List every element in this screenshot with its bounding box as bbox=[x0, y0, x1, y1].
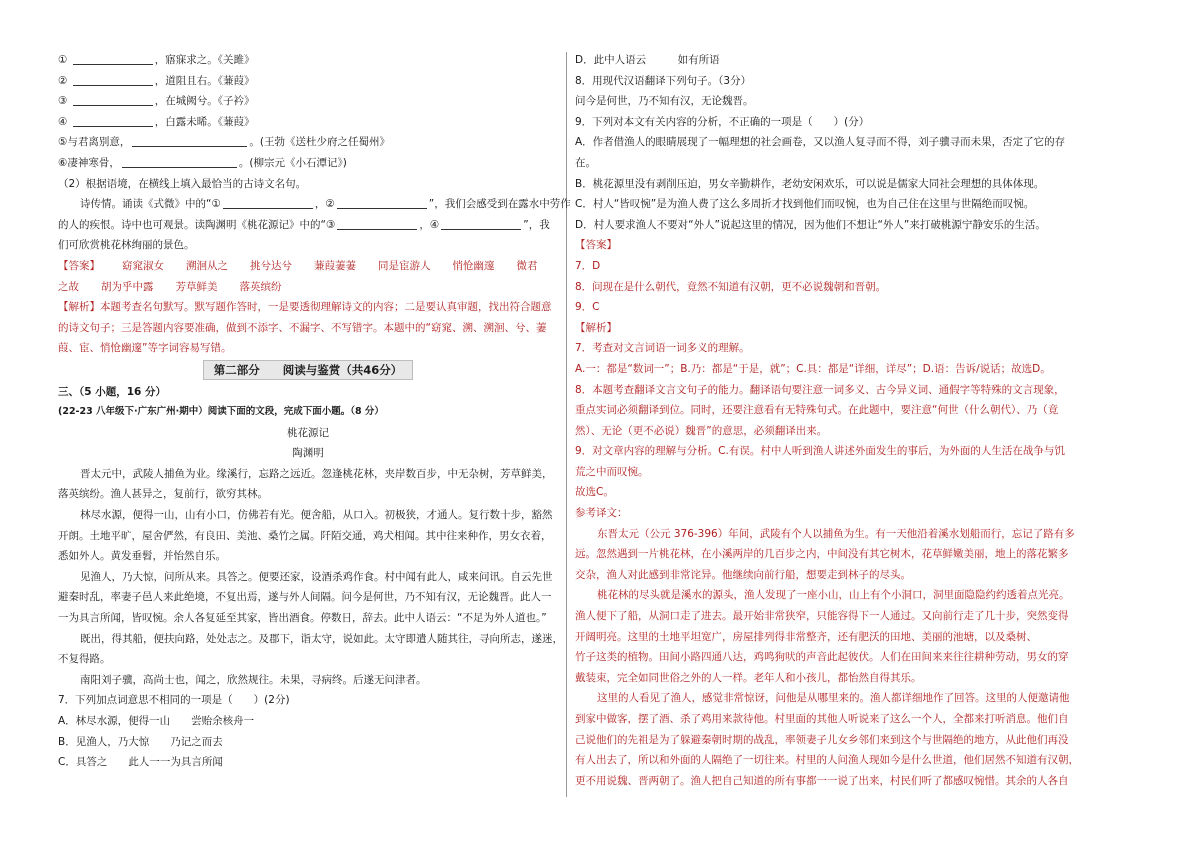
answer-9: 9．C bbox=[575, 301, 600, 314]
translation-line: 到家中做客，摆了酒、杀了鸡用来款待他。村里面的其他人听说来了这么一个人，全都来打听消息。他们自 bbox=[575, 713, 1069, 725]
section-heading-wrap bbox=[58, 359, 558, 382]
answer-row: 【答案】 窈窕淑女 溯洄从之 挑兮达兮 蒹葭萋萋 同是宦游人 悄怆幽邃 微君 bbox=[58, 259, 538, 272]
analysis-text: 9．对文章内容的理解与分析。C.有误。村中人听到渔人讲述外面发生的事后，为外面的人生活在战争与饥 bbox=[575, 445, 1065, 458]
translation-line: 己说他们的先祖是为了躲避秦朝时期的战乱，率领妻子儿女乡邻们来到这个与世隔绝的地方，从此他们再没 bbox=[575, 733, 1069, 746]
question-7: 7．下列加点词意思不相同的一项是（ ）(2分) bbox=[58, 694, 290, 707]
translation-line: 交杂，渔人对此感到非常诧异。他继续向前行船，想要走到林子的尽头。 bbox=[575, 568, 911, 581]
question-9-option: 在。 bbox=[575, 156, 596, 169]
analysis-text: 荒之中而叹惋。 bbox=[575, 465, 649, 478]
reference-label: 参考译文： bbox=[575, 507, 628, 520]
analysis-label: 【解析】 bbox=[575, 321, 617, 334]
question-7-option: A．林尽水源，便得一山 尝贻余核舟一 bbox=[58, 715, 255, 727]
essay-author: 陶渊明 bbox=[292, 447, 324, 460]
translation-line: 这里的人看见了渔人，感觉非常惊讶，问他是从哪里来的。渔人都详细地作了回答。这里的人便邀请他 bbox=[597, 692, 1070, 705]
essay-title: 桃花源记 bbox=[287, 426, 329, 439]
fill-item: ④ ，白露未晞。《蒹葭》 bbox=[58, 115, 255, 128]
translation-line: 东晋太元（公元 376-396）年间，武陵有个人以捕鱼为生。有一天他沿着溪水划船而行，忘记了路有多 bbox=[597, 527, 1075, 540]
fill-item: ② ，道阻且右。《蒹葭》 bbox=[58, 74, 255, 87]
question-9-option: A．作者借渔人的眼睛展现了一幅理想的社会画卷，又以渔人复寻而不得，刘子骥寻而未果，否定了它的存 bbox=[575, 136, 1066, 149]
question-source: (22-23 八年级下·广东广州·期中）阅读下面的文段，完成下面小题。（8 分） bbox=[58, 406, 384, 418]
left-column bbox=[58, 50, 571, 773]
essay-line: 见渔人，乃大惊，问所从来。具答之。便要还家，设酒杀鸡作食。村中闻有此人，咸来问讯。自云先世 bbox=[80, 570, 553, 583]
essay-line: 避秦时乱，率妻子邑人来此绝境，不复出焉，遂与外人间隔。问今是何世，乃不知有汉，无论魏晋。此人一 bbox=[58, 591, 552, 604]
analysis-text: 重点实词必须翻译到位。同时，还要注意看有无特殊句式。在此题中，要注意“何世（什么朝代）、乃（竟 bbox=[575, 404, 1059, 417]
question-7-option: D．此中人语云 如有所语 bbox=[575, 54, 720, 66]
question-7-option: B．见渔人，乃大惊 乃记之而去 bbox=[58, 735, 223, 748]
translation-line: 渔人便下了船，从洞口走了进去。最开始非常狭窄，只能容得下一人通过。又向前行走了几十步，突然变得 bbox=[575, 610, 1069, 623]
question-8-sentence: 问今是何世，乃不知有汉，无论魏晋。 bbox=[575, 95, 754, 108]
question-2-text: 的人的疾恨。诗中也可观景。读陶渊明《桃花源记》中的“③ ，④ ”，我 bbox=[58, 218, 550, 231]
fill-item: ⑤与君离别意， 。(王勃《送杜少府之任蜀州》 bbox=[58, 136, 391, 149]
question-2-intro: （2）根据语境，在横线上填入最恰当的古诗文名句。 bbox=[58, 177, 307, 190]
translation-line: 戴装束，完全如同世俗之外的人一样。老年人和小孩儿，都怡然自得其乐。 bbox=[575, 671, 922, 684]
analysis-text: 葭、宦、悄怆幽邃”等字词容易写错。 bbox=[58, 342, 232, 355]
essay-line: 既出，得其船，便扶向路，处处志之。及郡下，诣太守，说如此。太守即遣人随其往，寻向所志，遂迷， bbox=[80, 632, 563, 645]
essay-line: 一为具言所闻，皆叹惋。余人各复延至其家，皆出酒食。停数日，辞去。此中人语云：“不足为外人道也。” bbox=[58, 612, 547, 625]
part-heading: 三、（5 小题，16 分） bbox=[58, 385, 166, 398]
column-divider bbox=[566, 52, 567, 797]
translation-line: 开阔明亮。这里的土地平坦宽广，房屋排列得非常整齐，还有肥沃的田地、美丽的池塘，以及桑树、 bbox=[575, 630, 1037, 643]
fill-item: ⑥凄神寒骨， 。(柳宗元《小石潭记》) bbox=[58, 156, 347, 169]
question-9-option: B．桃花源里没有剥削压迫，男女辛勤耕作，老幼安闲欢乐，可以说是儒家大同社会理想的具体体现。 bbox=[575, 177, 1045, 190]
analysis-text: 7．考查对文言词语一词多义的理解。 bbox=[575, 342, 750, 355]
question-2-text: 们可欣赏桃花林绚丽的景色。 bbox=[58, 239, 195, 252]
translation-line: 桃花林的尽头就是溪水的源头，渔人发现了一座小山，山上有个小洞口，洞里面隐隐约约透着点光亮。 bbox=[597, 589, 1070, 602]
question-9: 9．下列对本文有关内容的分析，不正确的一项是（ ）(分） bbox=[575, 115, 870, 128]
essay-line: 悉如外人。黄发垂髫，并怡然自乐。 bbox=[58, 550, 226, 563]
essay-line: 晋太元中，武陵人捕鱼为业。缘溪行，忘路之远近。忽逢桃花林，夹岸数百步，中无杂树，芳草鲜美， bbox=[80, 467, 553, 480]
essay-line: 南阳刘子骥，高尚士也，闻之，欣然规往。未果，寻病终。后遂无问津者。 bbox=[80, 673, 427, 686]
right-column bbox=[575, 50, 1079, 791]
analysis-text: 故选C。 bbox=[575, 486, 614, 499]
question-8: 8．用现代汉语翻译下列句子。（3分） bbox=[575, 74, 752, 87]
essay-line: 落英缤纷。渔人甚异之，复前行，欲穷其林。 bbox=[58, 488, 268, 501]
answer-label: 【答案】 bbox=[575, 239, 617, 252]
answer-row: 之故 胡为乎中露 芳草鲜美 落英缤纷 bbox=[58, 280, 282, 293]
answer-8: 8．问现在是什么朝代，竟然不知道有汉朝，更不必说魏朝和晋朝。 bbox=[575, 280, 887, 293]
question-9-option: D．村人要求渔人不要对“外人”说起这里的情况，因为他们不想让“外人”来打破桃源宁静安乐的生活。 bbox=[575, 218, 1046, 231]
essay-line: 开朗。土地平旷，屋舍俨然，有良田、美池、桑竹之属。阡陌交通，鸡犬相闻。其中往来种作，男女衣着， bbox=[58, 529, 552, 542]
translation-line: 竹子这类的植物。田间小路四通八达，鸡鸣狗吠的声音此起彼伏。人们在田间来来往往耕种劳动，男女的穿 bbox=[575, 651, 1069, 664]
essay-line: 林尽水源，便得一山，山有小口，仿佛若有光。便舍船，从口入。初极狭，才通人。复行数十步，豁然 bbox=[80, 509, 553, 522]
translation-line: 有人出去了，所以和外面的人隔绝了一切往来。村里的人问渔人现如今是什么世道，他们居然不知道有汉朝， bbox=[575, 754, 1079, 767]
fill-item: ① ，寤寐求之。《关雎》 bbox=[58, 54, 255, 66]
answer-7: 7．D bbox=[575, 259, 601, 272]
question-7-option: C．具答之 此人一一为具言所闻 bbox=[58, 756, 223, 769]
essay-line: 不复得路。 bbox=[58, 653, 111, 666]
section-title: 第二部分 阅读与鉴赏（共46分） bbox=[203, 360, 414, 380]
analysis-text: 的诗文句子；三是答题内容要准确，做到不添字、不漏字、不写错字。本题中的“窈窕、溯、溯洄、兮、萋 bbox=[58, 321, 547, 334]
question-2-text: 诗传情。诵读《式微》中的“① ，② ”，我们会感受到在露水中劳作 bbox=[80, 198, 571, 211]
analysis-text: 8．本题考查翻译文言文句子的能力。翻译语句要注意一词多义、古今异义词、通假字等特殊的文言现象， bbox=[575, 383, 1065, 396]
translation-line: 远。忽然遇到一片桃花林，在小溪两岸的几百步之内，中间没有其它树木，花草鲜嫩美丽，地上的落花繁多 bbox=[575, 548, 1069, 561]
analysis-text: 然）、无论（更不必说）魏晋”的意思，必须翻译出来。 bbox=[575, 424, 828, 437]
fill-item: ③ ，在城阙兮。《子衿》 bbox=[58, 95, 255, 108]
question-9-option: C．村人“皆叹惋”是为渔人费了这么多周折才找到他们而叹惋，也为自己住在这里与世隔绝而叹惋。 bbox=[575, 198, 1035, 211]
analysis-text: 【解析】本题考查名句默写。默写题作答时，一是要透彻理解诗文的内容；二是要认真审题，找出符合题意 bbox=[58, 301, 552, 314]
translation-line: 更不用说魏、晋两朝了。渔人把自己知道的所有事都一一说了出来，村民们听了都感叹惋惜。其余的人各自 bbox=[575, 774, 1069, 787]
analysis-text: A.一：都是“数词一”；B.乃：都是“于是，就”；C.具：都是“详细，详尽”；D.语：告诉/说话；故选D。 bbox=[575, 362, 1051, 375]
